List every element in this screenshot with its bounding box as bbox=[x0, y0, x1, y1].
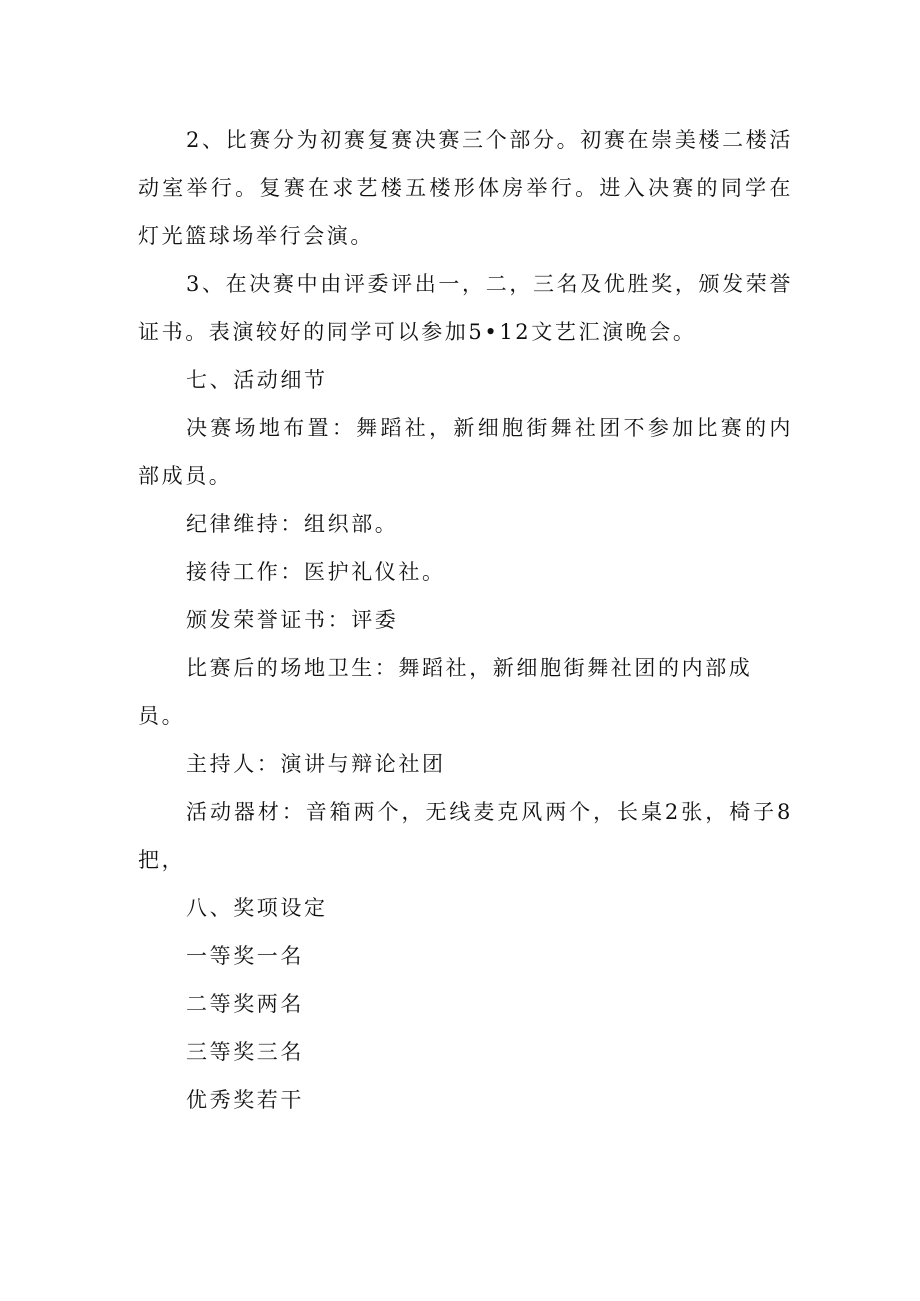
paragraph-awards-judging: 3、在决赛中由评委评出一，二，三名及优胜奖，颁发荣誉证书。表演较好的同学可以参加5•12文艺汇演晚会。 bbox=[138, 272, 793, 344]
paragraph-equipment: 活动器材：音箱两个，无线麦克风两个，长桌2张，椅子8把， bbox=[138, 800, 793, 872]
list-item-third-prize: 三等奖三名 bbox=[186, 1040, 304, 1064]
list-item-excellence-prize: 优秀奖若干 bbox=[186, 1088, 304, 1112]
paragraph-host: 主持人：演讲与辩论社团 bbox=[186, 752, 446, 776]
list-item-second-prize: 二等奖两名 bbox=[186, 992, 304, 1016]
paragraph-final-venue-setup: 决赛场地布置：舞蹈社，新细胞街舞社团不参加比赛的内部成员。 bbox=[138, 416, 793, 488]
document-body bbox=[138, 116, 793, 1124]
list-item-first-prize: 一等奖一名 bbox=[186, 944, 304, 968]
paragraph-competition-stages: 2、比赛分为初赛复赛决赛三个部分。初赛在崇美楼二楼活动室举行。复赛在求艺楼五楼形体房举行。进入决赛的同学在灯光篮球场举行会演。 bbox=[138, 128, 793, 248]
paragraph-reception: 接待工作：医护礼仪社。 bbox=[186, 560, 446, 584]
paragraph-certificate-presenters: 颁发荣誉证书：评委 bbox=[186, 608, 399, 632]
section-heading-activity-details: 七、活动细节 bbox=[186, 368, 328, 392]
section-heading-awards: 八、奖项设定 bbox=[186, 896, 328, 920]
paragraph-discipline: 纪律维持：组织部。 bbox=[186, 512, 399, 536]
paragraph-venue-cleanup: 比赛后的场地卫生：舞蹈社，新细胞街舞社团的内部成员。 bbox=[138, 656, 753, 728]
